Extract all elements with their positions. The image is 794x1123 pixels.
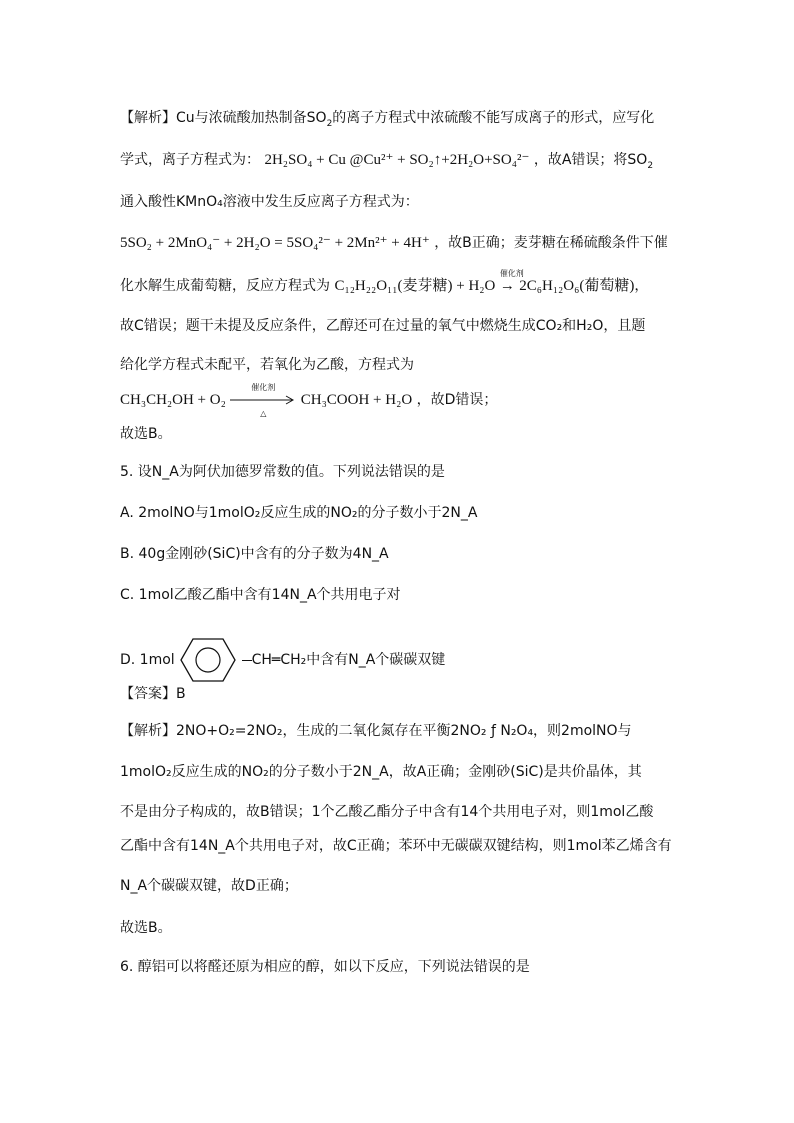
analysis1-line3: 通入酸性KMnO₄溶液中发生反应离子方程式为： — [120, 194, 419, 210]
benzene-ring-icon — [179, 637, 237, 683]
q5-stem: 5. 设N_A为阿伏加德罗常数的值。下列说法错误的是 — [120, 464, 445, 480]
catalyst-arrow: 催化剂 → — [499, 269, 524, 294]
analysis1-line6: 故C错误；题干未提及反应条件，乙醇还可在过量的氧气中燃烧生成CO₂和H₂O，且题 — [120, 318, 646, 334]
answer: 【答案】B — [120, 686, 186, 702]
analysis2-line1: 【解析】2NO+O₂=2NO₂，生成的二氧化氮存在平衡2NO₂ ƒ N₂O₄，则2molNO与 — [120, 723, 632, 739]
q6-stem: 6. 醇铝可以将醛还原为相应的醇，如以下反应，下列说法错误的是 — [120, 959, 530, 975]
analysis2-line5: N_A个碳碳双键，故D正确； — [120, 878, 298, 894]
analysis1-line5: 化水解生成葡萄糖，反应方程式为 C₁₂H₂₂O₁₁(麦芽糖) + H₂O 催化剂 → 2C₆H₁₂O₆(葡萄糖)， — [120, 269, 649, 294]
analysis1-line4: 5SO₂ + 2MnO₄⁻ + 2H₂O = 5SO₄²⁻ + 2Mn²⁺ + 4H⁺ ，故B正确；麦芽糖在稀硫酸条件下催 — [120, 235, 668, 251]
analysis1-line1: 【解析】Cu与浓硫酸加热制备$SO_2$的离子方程式中浓硫酸不能写成离子的形式，应写化 — [120, 110, 655, 129]
q5-option-c: C. 1mol乙酸乙酯中含有14N_A个共用电子对 — [120, 587, 401, 603]
catalyst-heat-arrow: 催化剂 △ — [230, 390, 296, 410]
bond-line — [242, 660, 252, 661]
q5-option-a: A. 2molNO与1molO₂反应生成的NO₂的分子数小于2N_A — [120, 505, 478, 521]
analysis1-line9: 故选B。 — [120, 426, 172, 442]
q5-option-d: D. 1mol CH═CH₂中含有N_A个碳碳双键 — [120, 637, 445, 683]
analysis2-line3: 不是由分子构成的，故B错误；1个乙酸乙酯分子中含有14个共用电子对，则1mol乙酸 — [120, 804, 654, 820]
analysis1-line8: CH₃CH₂OH + O₂ 催化剂 △ CH₃COOH + H₂O ，故D错误； — [120, 383, 498, 418]
analysis2-line4: 乙酯中含有14N_A个共用电子对，故C正确；苯环中无碳碳双键结构，则1mol苯乙烯含有 — [120, 838, 672, 854]
analysis1-line2: 学式，离子方程式为： 2H₂SO₄ + Cu @Cu²⁺ + SO₂↑+2H₂O+SO₄²⁻ ，故A错误；将$SO_2$ — [120, 152, 654, 171]
q5-option-b: B. 40g金刚砂(SiC)中含有的分子数为4N_A — [120, 546, 389, 562]
analysis2-line6: 故选B。 — [120, 920, 172, 936]
analysis1-line7: 给化学方程式未配平，若氧化为乙酸，方程式为 — [120, 357, 414, 373]
analysis2-line2: 1molO₂反应生成的NO₂的分子数小于2N_A，故A正确；金刚砂(SiC)是共价晶体，其 — [120, 764, 642, 780]
